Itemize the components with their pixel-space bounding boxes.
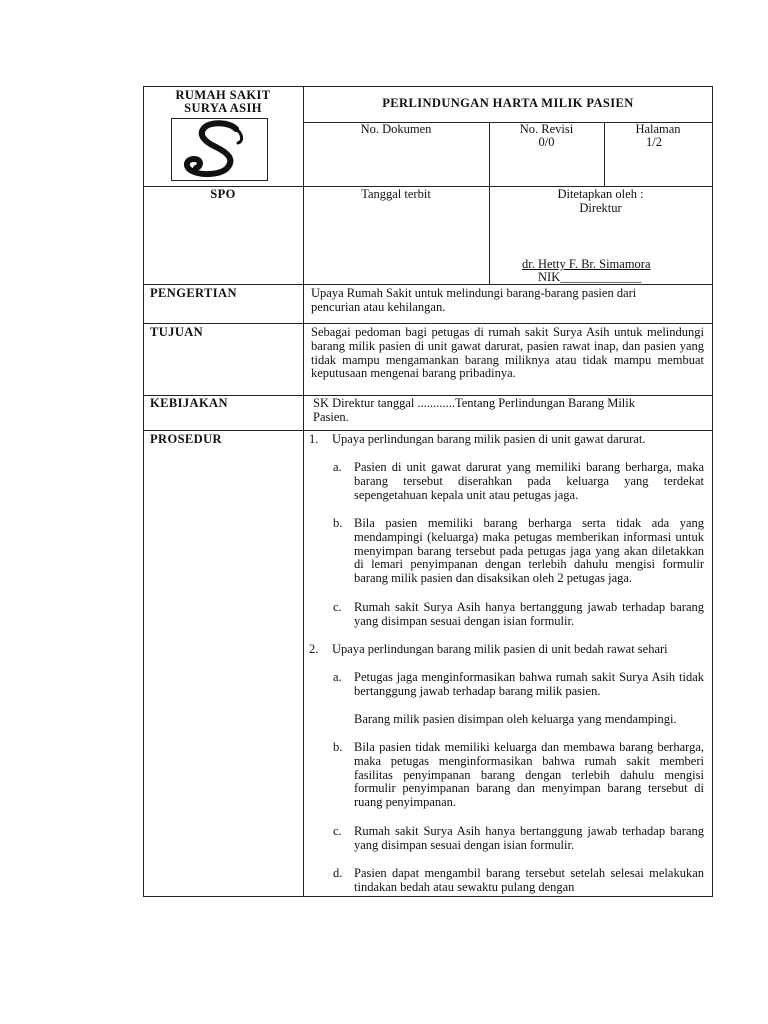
- no-revisi-label: No. Revisi: [519, 122, 574, 136]
- signer-name: dr. Hetty F. Br. Simamora: [522, 257, 651, 271]
- kebijakan-label: KEBIJAKAN: [150, 396, 228, 410]
- pengertian-label: PENGERTIAN: [150, 286, 237, 300]
- table-line-pengertian-bottom: [143, 323, 713, 324]
- nik-label: NIK_____________: [538, 270, 642, 284]
- table-border-right: [712, 86, 713, 897]
- ditetapkan-role: Direktur: [579, 201, 622, 215]
- prosedur-item2-number: 2.: [309, 642, 319, 656]
- halaman-label: Halaman: [635, 122, 681, 136]
- prosedur-item1a-letter: a.: [333, 460, 342, 474]
- prosedur-item2b-letter: b.: [333, 740, 343, 754]
- ditetapkan-label: Ditetapkan oleh :: [557, 187, 644, 201]
- prosedur-item2-text: Upaya perlindungan barang milik pasien di unit bedah rawat sehari: [332, 642, 668, 656]
- tujuan-text: Sebagai pedoman bagi petugas di rumah sakit Surya Asih untuk melindungi barang milik pasien di unit gawat darurat, pasien rawat inap, dan pasien yang tidak mampu mengamankan barang miliknya atau tidak mampu membuat keputusaan mengenai barang pribadinya.: [311, 325, 704, 381]
- table-line-kebijakan-bottom: [143, 430, 713, 431]
- logo-s-icon: [172, 119, 267, 180]
- prosedur-label: PROSEDUR: [150, 432, 222, 446]
- prosedur-item1c-text: Rumah sakit Surya Asih hanya bertanggung jawab terhadap barang yang disimpan sesuai dengan isian formulir.: [354, 600, 704, 628]
- kebijakan-line1: SK Direktur tanggal ............Tentang Perlindungan Barang Milik: [313, 396, 635, 410]
- prosedur-item2c-text: Rumah sakit Surya Asih hanya bertanggung jawab terhadap barang yang disimpan sesuai dengan isian formulir.: [354, 824, 704, 852]
- kebijakan-line2: Pasien.: [313, 410, 349, 424]
- table-border-left: [143, 86, 144, 897]
- document-title: PERLINDUNGAN HARTA MILIK PASIEN: [382, 96, 634, 110]
- no-dokumen-label: No. Dokumen: [360, 122, 432, 136]
- hospital-name-line2: SURYA ASIH: [184, 101, 262, 115]
- spo-label: SPO: [210, 187, 236, 201]
- prosedur-item1-text: Upaya perlindungan barang milik pasien di unit gawat darurat.: [332, 432, 646, 446]
- prosedur-item2a-text: Petugas jaga menginformasikan bahwa rumah sakit Surya Asih tidak bertanggung jawab terhadap barang milik pasien.: [354, 670, 704, 698]
- pengertian-line2: pencurian atau kehilangan.: [311, 300, 446, 314]
- prosedur-item2a-text2: Barang milik pasien disimpan oleh keluarga yang mendampingi.: [354, 712, 677, 726]
- prosedur-item1b-letter: b.: [333, 516, 343, 530]
- hospital-name-line1: RUMAH SAKIT: [175, 88, 271, 102]
- tujuan-label: TUJUAN: [150, 325, 204, 339]
- prosedur-item2c-letter: c.: [333, 824, 342, 838]
- prosedur-item1-number: 1.: [309, 432, 319, 446]
- pengertian-line1: Upaya Rumah Sakit untuk melindungi barang-barang pasien dari: [311, 286, 637, 300]
- hospital-logo: [171, 118, 268, 181]
- prosedur-item2d-letter: d.: [333, 866, 343, 880]
- prosedur-item1a-text: Pasien di unit gawat darurat yang memiliki barang berharga, maka barang tersebut diserahkan pada keluarga yang terdekat sepengetahuan kepala unit atau petugas jaga.: [354, 460, 704, 502]
- prosedur-item2a-letter: a.: [333, 670, 342, 684]
- prosedur-item2b-text: Bila pasien tidak memiliki keluarga dan membawa barang berharga, maka petugas menginformasikan bahwa rumah sakit memberi fasilitas penyimpanan barang dengan terlebih dahulu mengisi formulir penyimpanan barang dan menyimpan barang tersebut di ruang penyimpanan.: [354, 740, 704, 810]
- table-border-top: [143, 86, 713, 87]
- table-line-col-divider: [303, 86, 304, 897]
- prosedur-item2d-text: Pasien dapat mengambil barang tersebut setelah selesai melakukan tindakan bedah atau sewaktu pulang dengan: [354, 866, 704, 894]
- halaman-value: 1/2: [646, 135, 662, 149]
- prosedur-item1c-letter: c.: [333, 600, 342, 614]
- tanggal-terbit-label: Tanggal terbit: [361, 187, 431, 201]
- prosedur-item1b-text: Bila pasien memiliki barang berharga serta tidak ada yang mendampingi (keluarga) maka petugas memberikan informasi untuk menyimpan barang tersebut pada petugas jaga yang akan diletakkan di lemari penyimpanan dengan terlebih dahulu mengisi formulir barang milik pasien dan disaksikan oleh 2 petugas jaga.: [354, 516, 704, 586]
- no-revisi-value: 0/0: [538, 135, 555, 149]
- table-border-bottom: [143, 896, 713, 897]
